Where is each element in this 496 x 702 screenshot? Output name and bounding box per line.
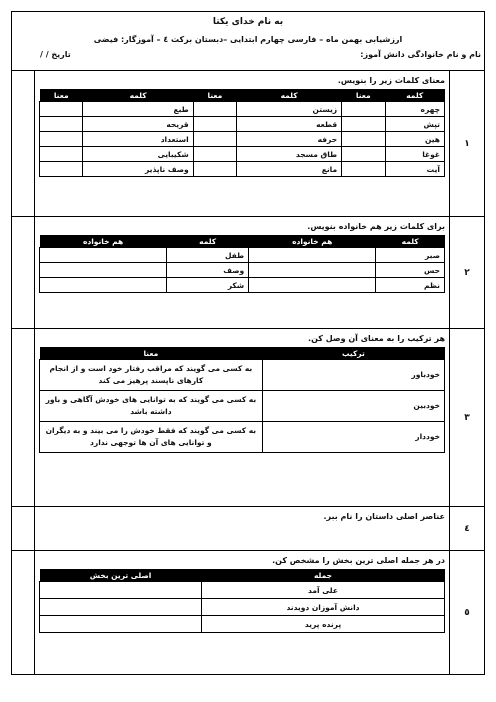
word-cell: استعداد: [83, 132, 193, 147]
table-row: [40, 117, 445, 132]
word-cell: مانع: [237, 162, 342, 177]
score-cell: [12, 551, 34, 675]
question-content: [34, 329, 450, 506]
word-cell: صبر: [376, 248, 445, 263]
table-row: [40, 599, 445, 616]
table-row: [40, 162, 445, 177]
word-cell: قریحه: [83, 117, 193, 132]
table-row: [40, 360, 445, 391]
table-header: هم خانواده: [40, 235, 167, 248]
answer-cell[interactable]: [342, 102, 385, 117]
table-header: کلمه: [237, 89, 342, 102]
word-family-table: [39, 235, 445, 293]
student-name-label: نام و نام خانوادگی دانش آموز:: [360, 50, 481, 59]
compound-cell[interactable]: خوددار: [262, 422, 444, 453]
table-row: [40, 391, 445, 422]
table-header: اصلی ترین بخش: [40, 569, 202, 582]
answer-cell[interactable]: [40, 162, 83, 177]
question-content: [34, 507, 450, 550]
word-cell: طفل: [167, 248, 249, 263]
meaning-cell[interactable]: به کسی می گویند که به توانایی های خودش آگاهی و باور داشته باشد: [40, 391, 263, 422]
word-cell: حرفه: [237, 132, 342, 147]
table-row: [40, 248, 445, 263]
table-header: کلمه: [167, 235, 249, 248]
answer-cell[interactable]: [193, 162, 236, 177]
word-cell: طبع: [83, 102, 193, 117]
word-cell: زیستن: [237, 102, 342, 117]
table-header: معنا: [342, 89, 385, 102]
word-cell: غوغا: [385, 147, 444, 162]
table-header: کلمه: [385, 89, 444, 102]
question-text: برای کلمات زیر هم خانواده بنویس.: [307, 222, 445, 231]
word-cell: چهره: [385, 102, 444, 117]
exam-header: [12, 12, 484, 71]
table-row: [40, 263, 445, 278]
header-title: به نام خدای یکتا: [212, 17, 284, 27]
answer-cell[interactable]: [40, 616, 202, 633]
word-cell: آیت: [385, 162, 444, 177]
word-cell: وصف: [167, 263, 249, 278]
answer-cell[interactable]: [40, 102, 83, 117]
word-cell: نظم: [376, 278, 445, 293]
vocabulary-table: [39, 89, 445, 177]
answer-cell[interactable]: [249, 248, 376, 263]
word-cell: قطعه: [237, 117, 342, 132]
meaning-cell[interactable]: به کسی می گویند که فقط خودش را می بیند و به دیگران و توانایی های آن ها توجهی ندارد: [40, 422, 263, 453]
word-cell: هین: [385, 132, 444, 147]
table-header: هم خانواده: [249, 235, 376, 248]
matching-table: [39, 347, 445, 453]
answer-cell[interactable]: [193, 102, 236, 117]
question-content: [34, 551, 450, 675]
date-label: تاریخ / /: [40, 50, 71, 59]
answer-cell[interactable]: [342, 162, 385, 177]
answer-cell[interactable]: [249, 278, 376, 293]
question-number: ٢: [464, 267, 470, 278]
table-row: [40, 278, 445, 293]
word-cell: شکر: [167, 278, 249, 293]
question-text: در هر جمله اصلی ترین بخش را مشخص کن.: [272, 556, 445, 565]
compound-cell[interactable]: خودباور: [262, 360, 444, 391]
answer-cell[interactable]: [40, 582, 202, 599]
table-header: ترکیب: [262, 347, 444, 360]
compound-cell[interactable]: خودبین: [262, 391, 444, 422]
question-number: ١: [464, 138, 470, 149]
table-row: [40, 616, 445, 633]
answer-cell[interactable]: [40, 599, 202, 616]
answer-cell[interactable]: [342, 132, 385, 147]
word-cell: تپش: [385, 117, 444, 132]
answer-cell[interactable]: [342, 117, 385, 132]
score-cell: [12, 329, 34, 506]
question-content: [34, 217, 450, 328]
sentence-cell: پرنده پرید: [202, 616, 445, 633]
question-number: ٤: [464, 523, 470, 534]
table-header: معنا: [40, 89, 83, 102]
question-row-4: [12, 507, 484, 551]
exam-sheet: [11, 11, 485, 675]
answer-cell[interactable]: [40, 117, 83, 132]
question-number: ٥: [464, 608, 470, 618]
question-text: معنای کلمات زیر را بنویس.: [337, 76, 445, 85]
question-content: [34, 71, 450, 216]
header-subtitle: ارزشیابی بهمن ماه – فارسی چهارم ابتدایی –دبستان برکت ٤ – آموزگار: فیضی: [93, 35, 403, 44]
table-row: [40, 147, 445, 162]
answer-cell[interactable]: [40, 278, 167, 293]
table-row: [40, 422, 445, 453]
question-row-3: [12, 329, 484, 507]
sentence-table: [39, 569, 445, 633]
word-cell: طاق مسجد: [237, 147, 342, 162]
question-text: هر ترکیب را به معنای آن وصل کن.: [308, 334, 445, 343]
word-cell: وصف ناپذیر: [83, 162, 193, 177]
table-header: معنا: [193, 89, 236, 102]
score-cell: [12, 217, 34, 328]
answer-cell[interactable]: [193, 117, 236, 132]
meaning-cell[interactable]: به کسی می گویند که مراقب رفتار خود است و از انجام کارهای ناپسند پرهیز می کند: [40, 360, 263, 391]
table-header: کلمه: [376, 235, 445, 248]
answer-cell[interactable]: [40, 263, 167, 278]
sentence-cell: علی آمد: [202, 582, 445, 599]
answer-cell[interactable]: [193, 147, 236, 162]
table-header: کلمه: [83, 89, 193, 102]
table-header: معنا: [40, 347, 263, 360]
table-header: جمله: [202, 569, 445, 582]
answer-cell[interactable]: [193, 132, 236, 147]
score-cell: [12, 71, 34, 216]
answer-cell[interactable]: [40, 248, 167, 263]
table-row: [40, 102, 445, 117]
question-row-1: [12, 71, 484, 217]
answer-cell[interactable]: [40, 147, 83, 162]
answer-cell[interactable]: [40, 132, 83, 147]
word-cell: شکیبایی: [83, 147, 193, 162]
word-cell: حس: [376, 263, 445, 278]
table-row: [40, 582, 445, 599]
table-row: [40, 132, 445, 147]
question-text: عناصر اصلی داستان را نام ببر.: [323, 512, 445, 521]
question-row-5: [12, 551, 484, 675]
question-number: ٣: [464, 412, 470, 423]
answer-cell[interactable]: [342, 147, 385, 162]
sentence-cell: دانش آموزان دویدند: [202, 599, 445, 616]
answer-cell[interactable]: [249, 263, 376, 278]
score-cell: [12, 507, 34, 550]
question-row-2: [12, 217, 484, 329]
